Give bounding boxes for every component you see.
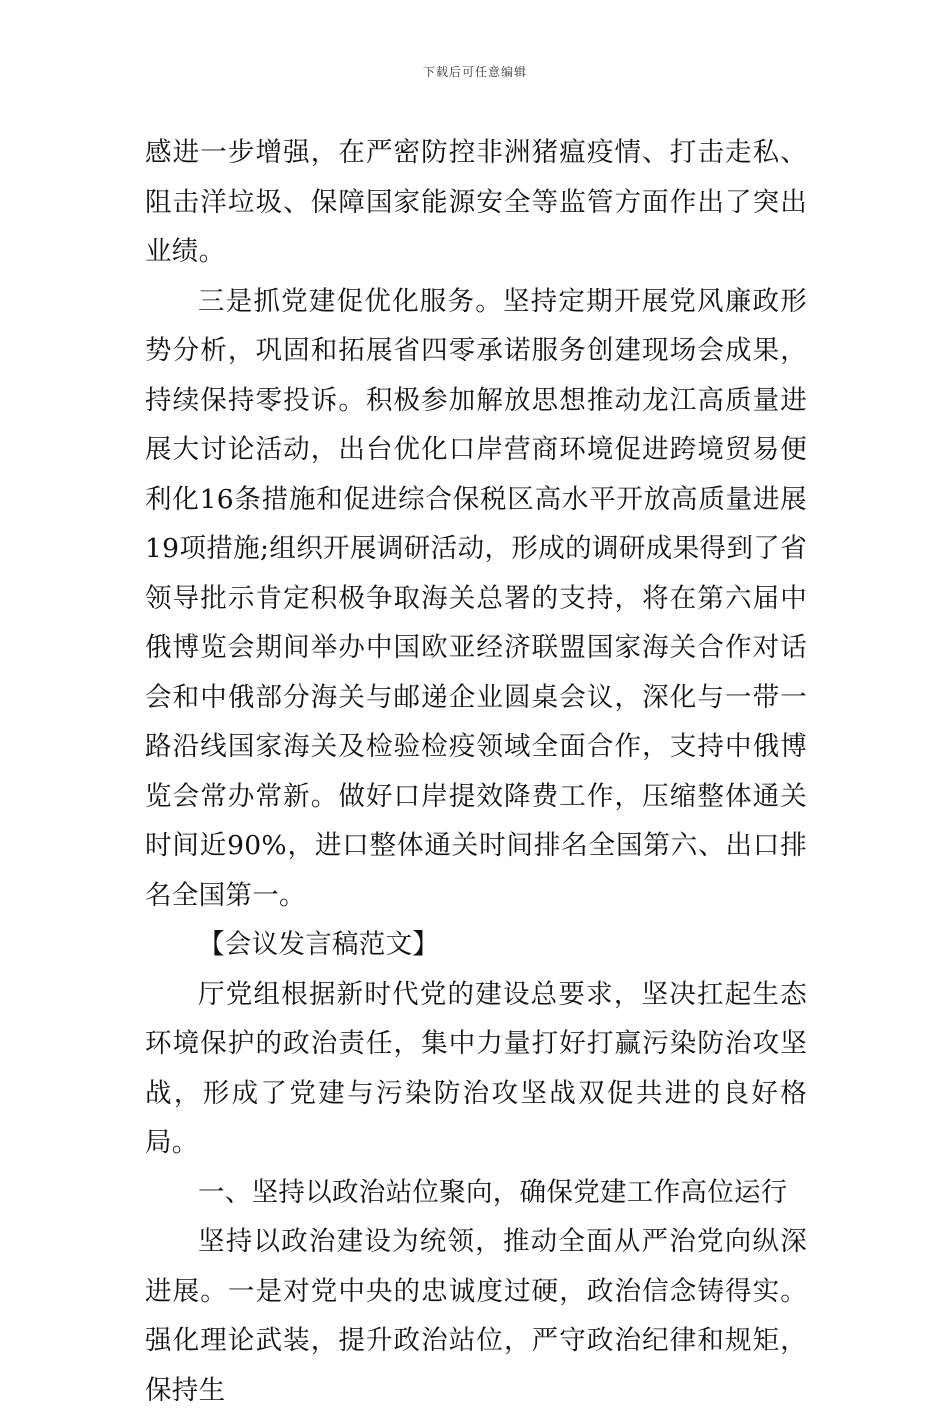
paragraph-party-group-intro: 厅党组根据新时代党的建设总要求，坚决扛起生态环境保护的政治责任，集中力量打好打赢污染防治攻坚战，形成了党建与污染防治攻坚战双促共进的良好格局。: [145, 978, 807, 1158]
section-heading-speech-sample: 【会议发言稿范文】: [198, 929, 440, 960]
paragraph-political-construction: 坚持以政治建设为统领，推动全面从严治党向纵深进展。一是对党中央的忠诚度过硬，政治信念铸得实。强化理论武装，提升政治站位，严守政治纪律和规矩，保持生: [145, 1226, 807, 1406]
section-heading-political-standing: 一、坚持以政治站位聚向，确保党建工作高位运行: [198, 1176, 788, 1208]
paragraph-service-optimization: 三是抓党建促优化服务。坚持定期开展党风廉政形势分析，巩固和拓展省四零承诺服务创建现场会成果，持续保持零投诉。积极参加解放思想推动龙江高质量进展大讨论活动，出台优化口岸营商环境促进跨境贸易便利化16条措施和促进综合保税区高水平开放高质量进展19项措施;组织开展调研活动，形成的调研成果得到了省领导批示肯定积极争取海关总署的支持，将在第六届中俄博览会期间举办中国欧亚经济联盟国家海关合作对话会和中俄部分海关与邮递企业圆桌会议，深化与一带一路沿线国家海关及检验检疫领域全面合作，支持中俄博览会常办常新。做好口岸提效降费工作，压缩整体通关时间近90%，进口整体通关时间排名全国第六、出口排名全国第一。: [145, 285, 807, 911]
page-header-note: 下载后可任意编辑: [422, 65, 527, 79]
document-body: [145, 128, 807, 1415]
paragraph-continuation: 感进一步增强，在严密防控非洲猪瘟疫情、打击走私、阻击洋垃圾、保障国家能源安全等监管方面作出了突出业绩。: [145, 137, 807, 267]
